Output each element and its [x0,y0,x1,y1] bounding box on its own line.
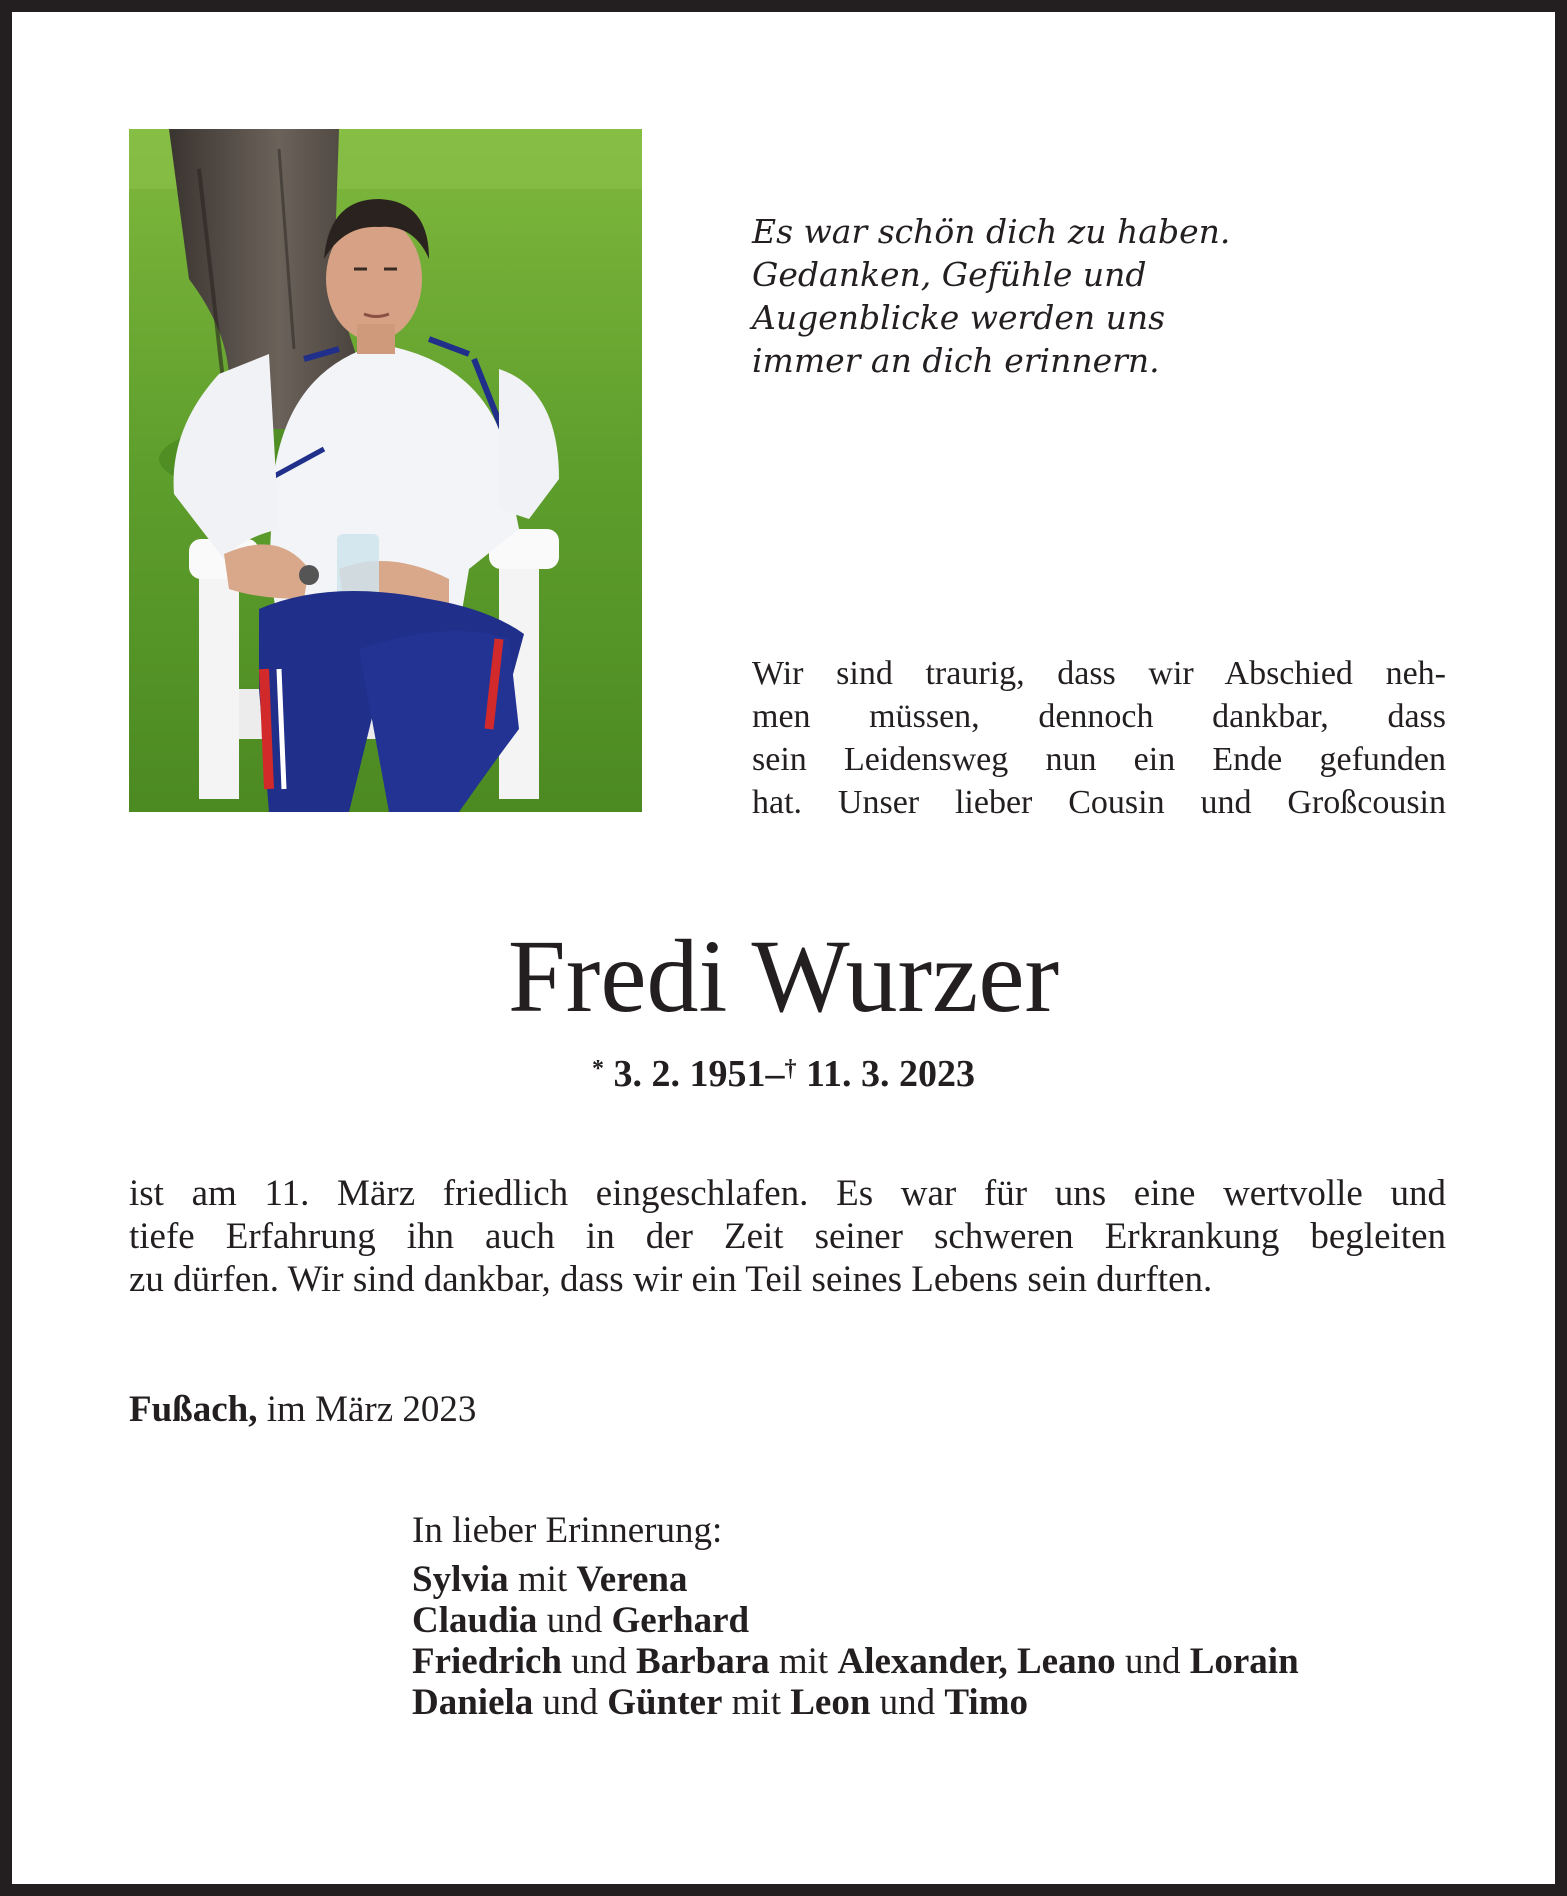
death-date: 11. 3. 2023 [806,1053,975,1095]
mourner-name: Barbara [636,1641,770,1682]
life-dates [12,1047,1555,1096]
mourner-name: Gerhard [611,1600,750,1641]
birth-symbol: * [592,1056,605,1082]
message-line: tiefe Erfahrung ihn auch in der Zeit seiner schweren Erkrankung begleiten [129,1216,1446,1257]
portrait-photo [129,129,642,812]
quote-line: Es war schön dich zu haben. [752,212,1231,251]
mourner-name: Lorain [1189,1641,1299,1682]
connector: und [1124,1641,1181,1682]
mourner-name: Leon [790,1682,871,1723]
mourner-row [412,1559,1452,1600]
message-line: ist am 11. März friedlich eingeschlafen. Es war für uns eine wertvolle und [129,1173,1446,1214]
intro-line: men müssen, dennoch dankbar, dass [752,698,1446,735]
quote-line: Augenblicke werden uns [752,298,1166,337]
mourner-name: Daniela [412,1682,534,1723]
place-town: Fußach, [129,1389,258,1430]
connector: mit [778,1641,829,1682]
message-paragraph [129,1172,1446,1301]
intro-line: hat. Unser lieber Cousin und Großcousin [752,784,1446,821]
place-and-date [129,1388,476,1432]
mourner-row [412,1600,1452,1641]
quote-line: immer an dich erinnern. [752,341,1160,380]
birth-date: 3. 2. 1951 [613,1053,766,1095]
connector: und [879,1682,936,1723]
connector: mit [731,1682,781,1723]
place-date: im März 2023 [266,1389,477,1430]
date-separator: – [765,1053,785,1095]
mourner-name: Timo [944,1682,1029,1723]
mourner-name: Verena [576,1559,688,1600]
mourner-name: Friedrich [412,1641,563,1682]
deceased-name: Fredi Wurzer [507,919,1060,1034]
quote-line: Gedanken, Gefühle und [752,255,1147,294]
mourners-list [412,1510,1452,1723]
mourner-row [412,1641,1452,1682]
chair-left-leg [199,559,239,799]
intro-line: sein Leidensweg nun ein Ende gefunden [752,741,1446,778]
connector: und [571,1641,627,1682]
message-line: zu dürfen. Wir sind dankbar, dass wir ein Teil seines Lebens sein durften. [129,1259,1213,1300]
connector: und [542,1682,599,1723]
portrait-photo-icon [129,129,642,812]
mourner-name: Günter [607,1682,723,1723]
mourner-name: Alexander, Leano [837,1641,1116,1682]
mourners-heading: In lieber Erinnerung: [412,1510,723,1551]
mourner-name: Sylvia [412,1559,509,1600]
mourner-name: Claudia [412,1600,538,1641]
memorial-quote [752,210,1312,382]
connector: und [546,1600,603,1641]
mourner-row [412,1682,1452,1723]
connector: mit [517,1559,568,1600]
intro-paragraph [752,652,1446,824]
intro-line: Wir sind traurig, dass wir Abschied neh- [752,655,1446,692]
death-symbol: † [784,1056,797,1082]
